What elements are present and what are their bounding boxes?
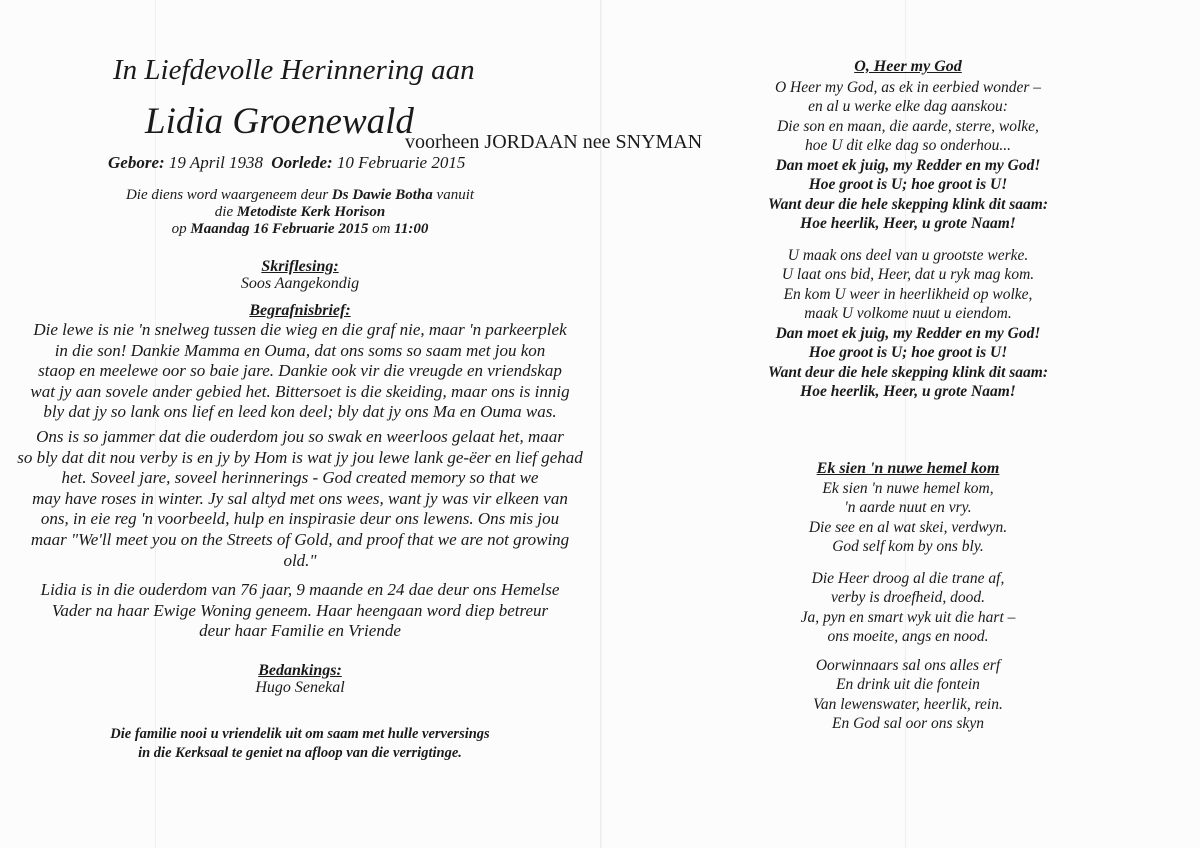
letter-line: old." — [283, 550, 317, 570]
service-time: 11:00 — [394, 221, 429, 237]
born-date: 19 April 1938 — [168, 153, 264, 172]
hymn-line: maak U volkome nuut u eiendom. — [804, 305, 1012, 323]
hymn-line: En God sal oor ons skyn — [832, 715, 984, 733]
reading-text: Soos Aangekondig — [240, 275, 360, 292]
letter-line: deur haar Familie en Vriende — [199, 621, 401, 641]
hymn1-title: O, Heer my God — [854, 58, 962, 75]
hymn-line: hoe U dit elke dag so onderhou... — [805, 137, 1011, 155]
page-fold — [600, 0, 602, 848]
hymn-line: en al u werke elke dag aanskou: — [808, 98, 1008, 116]
letter-heading: Begrafnisbrief: — [249, 302, 351, 319]
minister-name: Ds Dawie Botha — [331, 187, 433, 203]
hymn-line: 'n aarde nuut en vry. — [844, 499, 972, 517]
letter-line: wat jy aan sovele ander gebied het. Bittersoet is die skeiding, maar ons is innig — [30, 381, 570, 401]
church-name: Metodiste Kerk Horison — [236, 204, 386, 220]
hymn-line: Want deur die hele skepping klink dit saam: — [767, 363, 1049, 381]
hymn1-chorus-1 — [638, 156, 1178, 234]
thanks-heading: Bedankings: — [258, 662, 342, 679]
hymn-line: O Heer my God, as ek in eerbied wonder – — [774, 79, 1042, 96]
service-line-2: die Metodiste Kerk Horison — [214, 204, 386, 220]
hymn1-verse-2 — [638, 246, 1178, 324]
letter-line: may have roses in winter. Jy sal altyd met ons wees, want jy was vir elkeen van — [32, 488, 568, 508]
hymn2-verse-1 — [638, 479, 1178, 557]
hymn-line: Ek sien 'n nuwe hemel kom, — [822, 480, 994, 497]
hymn-line: God self kom by ons bly. — [832, 538, 984, 556]
letter-line: ons, in eie reg 'n voorbeeld, hulp en inspirasie deur ons lewens. Ons mis jou — [40, 509, 560, 529]
died-date: 10 Februarie 2015 — [336, 153, 466, 172]
letter-line: bly dat jy so lank ons lief en leed kon deel; bly dat jy ons Ma en Ouma was. — [43, 402, 557, 422]
hymn2-verse-2 — [638, 569, 1178, 647]
letter-line: staop en meelewe oor so baie jare. Dankie ook vir die vreugde en vriendskap — [38, 361, 562, 381]
letter-paragraph-3 — [6, 580, 594, 642]
letter-line: Lidia is in die ouderdom van 76 jaar, 9 maande en 24 dae deur ons Hemelse — [40, 580, 560, 599]
letter-line: Vader na haar Ewige Woning geneem. Haar heengaan word diep betreur — [51, 600, 549, 620]
reading-heading: Skriflesing: — [261, 258, 339, 275]
hymn-line: Hoe groot is U; hoe groot is U! — [808, 176, 1008, 194]
letter-line: Ons is so jammer dat die ouderdom jou so swak en weerloos gelaat het, maar — [36, 427, 564, 446]
hymn-line: U laat ons bid, Heer, dat u ryk mag kom. — [781, 266, 1035, 284]
hymn-line: Die son en maan, die aarde, sterre, wolke, — [777, 117, 1039, 135]
born-label: Gebore: — [108, 153, 165, 172]
letter-line: Die lewe is nie 'n snelweg tussen die wieg en die graf nie, maar 'n parkeerplek — [33, 320, 567, 339]
hymn-line: Van lewenswater, heerlik, rein. — [813, 695, 1003, 713]
hymn-line: U maak ons deel van u grootste werke. — [787, 247, 1029, 264]
hymn-line: Hoe groot is U; hoe groot is U! — [808, 344, 1008, 362]
hymn-line: Oorwinnaars sal ons alles erf — [815, 657, 1001, 674]
hymn2-verse-3 — [638, 656, 1178, 734]
hymn-line: ons moeite, angs en nood. — [827, 628, 989, 646]
closing-line: in die Kerksaal te geniet na afloop van die verrigtinge. — [138, 745, 462, 761]
thanks-text: Hugo Senekal — [255, 679, 345, 696]
letter-paragraph-2 — [6, 427, 594, 571]
letter-line: maar "We'll meet you on the Streets of Gold, and proof that we are not growing — [30, 529, 570, 549]
hymn-line: Hoe heerlik, Heer, u grote Naam! — [800, 383, 1016, 401]
hymn-line: Want deur die hele skepping klink dit saam: — [767, 195, 1049, 213]
hymn-line: En kom U weer in heerlikheid op wolke, — [783, 285, 1033, 303]
letter-paragraph-1 — [6, 320, 594, 423]
service-line-1: Die diens word waargeneem deur Ds Dawie Botha vanuit — [125, 187, 475, 203]
letter-line: in die son! Dankie Mamma en Ouma, dat ons soms so saam met jou kon — [54, 340, 546, 360]
former-names: voorheen JORDAAN nee SNYMAN — [405, 131, 703, 153]
closing-line: Die familie nooi u vriendelik uit om saam met hulle verversings — [110, 726, 490, 742]
hymn-line: Ja, pyn en smart wyk uit die hart – — [800, 608, 1016, 626]
hymn-line: Die Heer droog al die trane af, — [811, 570, 1005, 587]
birth-death-dates — [108, 153, 465, 173]
closing-invitation — [20, 725, 580, 763]
died-label: Oorlede: — [271, 153, 333, 172]
memorial-title: In Liefdevolle Herinnering aan — [113, 54, 475, 86]
hymn-line: Dan moet ek juig, my Redder en my God! — [775, 325, 1041, 342]
hymn-line: verby is droefheid, dood. — [831, 589, 985, 607]
hymn-line: En drink uit die fontein — [836, 676, 980, 694]
hymn1-verse-1 — [638, 78, 1178, 156]
hymn-line: Dan moet ek juig, my Redder en my God! — [775, 157, 1041, 174]
service-line-3: op Maandag 16 Februarie 2015 om 11:00 — [171, 221, 429, 237]
service-date: Maandag 16 Februarie 2015 — [190, 221, 369, 237]
hymn2-title: Ek sien 'n nuwe hemel kom — [816, 460, 1000, 477]
deceased-name: Lidia Groenewald — [145, 101, 414, 142]
letter-line: het. Soveel jare, soveel herinnerings - God created memory so that we — [61, 468, 539, 488]
hymn1-chorus-2 — [638, 324, 1178, 402]
hymn-line: Hoe heerlik, Heer, u grote Naam! — [800, 215, 1016, 233]
letter-line: so bly dat dit nou verby is en jy by Hom is wat jy jou lewe lank ge-ëer en lief gehad — [17, 447, 583, 467]
hymn-line: Die see en al wat skei, verdwyn. — [808, 518, 1008, 536]
